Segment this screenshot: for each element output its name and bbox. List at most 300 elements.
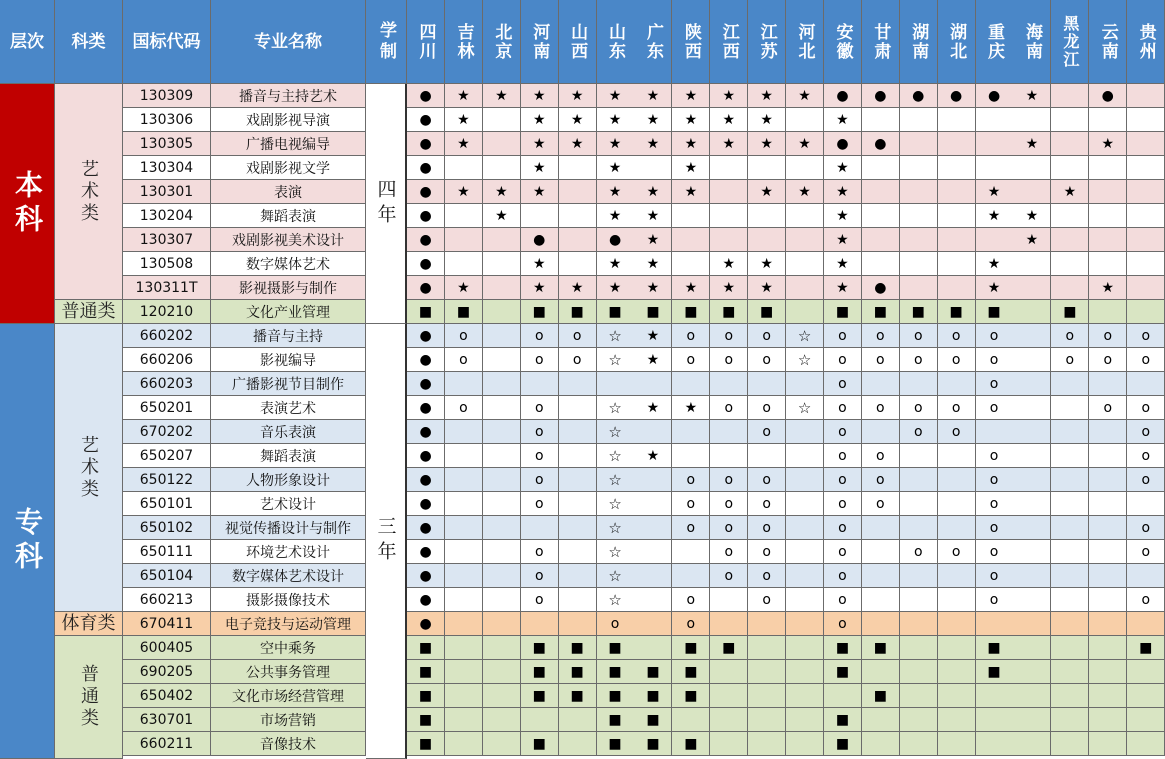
table-row-mark: ★ xyxy=(597,108,635,132)
table-row-mark: ★ xyxy=(521,132,559,156)
table-row-mark xyxy=(559,732,597,756)
table-row-mark xyxy=(1089,420,1127,444)
table-row-mark xyxy=(862,156,900,180)
table-row-mark xyxy=(1089,204,1127,228)
table-row-mark xyxy=(1127,132,1165,156)
table-row-mark xyxy=(1051,396,1089,420)
table-row-mark: ■ xyxy=(521,732,559,756)
table-row-mark xyxy=(900,108,938,132)
table-row-mark xyxy=(1051,276,1089,300)
table-row-mark: o xyxy=(938,420,976,444)
table-row-mark: ☆ xyxy=(786,396,824,420)
table-row-mark: ★ xyxy=(483,204,521,228)
table-row-major: 公共事务管理 xyxy=(211,660,366,684)
table-row-mark: ● xyxy=(407,420,445,444)
table-row-mark: ★ xyxy=(824,156,862,180)
table-row-code: 660202 xyxy=(123,324,211,348)
table-row-mark xyxy=(938,588,976,612)
table-row-mark: ☆ xyxy=(597,444,635,468)
table-row-mark xyxy=(938,180,976,204)
table-row-mark xyxy=(1089,588,1127,612)
table-row-mark xyxy=(559,708,597,732)
table-row-mark xyxy=(1013,492,1051,516)
table-row-mark xyxy=(900,684,938,708)
table-row-mark: o xyxy=(521,324,559,348)
header-province: 北京 xyxy=(483,0,521,84)
table-row-mark xyxy=(710,708,748,732)
table-row-mark xyxy=(976,228,1014,252)
table-row-mark xyxy=(445,540,483,564)
table-row-mark xyxy=(786,276,824,300)
table-row-mark xyxy=(1013,372,1051,396)
table-row-mark: ★ xyxy=(521,108,559,132)
table-row-mark: ■ xyxy=(521,636,559,660)
table-row-mark xyxy=(710,684,748,708)
table-row-mark: ● xyxy=(407,564,445,588)
table-row-mark xyxy=(748,684,786,708)
table-row-mark: ★ xyxy=(634,132,672,156)
table-row-mark: ★ xyxy=(1051,180,1089,204)
table-row-mark: ★ xyxy=(824,204,862,228)
table-row-mark xyxy=(976,732,1014,756)
table-row-mark xyxy=(900,660,938,684)
table-row-mark xyxy=(900,372,938,396)
table-row-mark xyxy=(976,612,1014,636)
table-row-mark: o xyxy=(824,348,862,372)
table-row-mark: ☆ xyxy=(597,420,635,444)
table-row-mark: ☆ xyxy=(597,324,635,348)
table-row-mark xyxy=(1127,660,1165,684)
table-row-mark: ■ xyxy=(407,684,445,708)
table-row-mark xyxy=(900,516,938,540)
header-level: 层次 xyxy=(0,0,55,84)
table-row-code: 130301 xyxy=(123,180,211,204)
table-row-mark xyxy=(559,180,597,204)
table-row-mark xyxy=(1127,684,1165,708)
table-row-mark: ★ xyxy=(976,204,1014,228)
table-row-mark xyxy=(672,444,710,468)
table-row-mark xyxy=(748,372,786,396)
table-row-mark: ★ xyxy=(672,180,710,204)
table-row-mark: o xyxy=(1127,588,1165,612)
table-row-major: 播音与主持艺术 xyxy=(211,84,366,108)
table-row-mark: ☆ xyxy=(597,468,635,492)
table-row-major: 人物形象设计 xyxy=(211,468,366,492)
table-row-mark xyxy=(1127,564,1165,588)
table-row-mark: ★ xyxy=(672,276,710,300)
table-row-mark xyxy=(862,372,900,396)
table-row-mark: o xyxy=(1127,324,1165,348)
table-row-mark xyxy=(445,660,483,684)
table-row-mark xyxy=(1013,588,1051,612)
table-row-mark xyxy=(1051,636,1089,660)
table-row-mark xyxy=(483,588,521,612)
table-row-mark xyxy=(483,420,521,444)
table-row-mark xyxy=(483,300,521,324)
table-row-major: 市场营销 xyxy=(211,708,366,732)
table-row-mark: ★ xyxy=(710,276,748,300)
table-row-mark: o xyxy=(672,588,710,612)
table-row-mark xyxy=(1089,156,1127,180)
table-row-mark xyxy=(559,588,597,612)
table-row-mark: ☆ xyxy=(786,348,824,372)
table-row-mark: ★ xyxy=(597,252,635,276)
table-row-mark xyxy=(1051,540,1089,564)
table-row-mark: o xyxy=(597,612,635,636)
table-row-mark: ★ xyxy=(786,180,824,204)
table-row-mark xyxy=(483,228,521,252)
table-row-code: 660213 xyxy=(123,588,211,612)
table-row-mark xyxy=(748,732,786,756)
table-row-mark: ■ xyxy=(559,300,597,324)
table-row-mark: ● xyxy=(407,468,445,492)
table-row-mark: o xyxy=(445,396,483,420)
table-row-mark xyxy=(938,636,976,660)
table-row-mark: ■ xyxy=(824,636,862,660)
table-row-mark xyxy=(1127,252,1165,276)
table-row-mark: ● xyxy=(938,84,976,108)
table-row-mark xyxy=(786,660,824,684)
table-row-mark xyxy=(1051,564,1089,588)
table-row-mark: ★ xyxy=(1013,84,1051,108)
table-row-mark xyxy=(1013,516,1051,540)
table-row-mark xyxy=(900,492,938,516)
table-row-mark: ● xyxy=(407,348,445,372)
header-province: 河北 xyxy=(786,0,824,84)
table-row-mark: o xyxy=(862,468,900,492)
table-row-mark xyxy=(1013,396,1051,420)
table-row-mark: o xyxy=(445,324,483,348)
table-row-mark xyxy=(1051,252,1089,276)
table-row-mark xyxy=(976,132,1014,156)
table-row-mark: o xyxy=(900,348,938,372)
table-row-mark: o xyxy=(1127,420,1165,444)
table-row-mark xyxy=(786,636,824,660)
table-row-mark xyxy=(748,708,786,732)
table-row-mark xyxy=(862,204,900,228)
table-row-mark xyxy=(445,732,483,756)
table-row-mark xyxy=(1127,612,1165,636)
table-row-mark xyxy=(938,372,976,396)
table-row-mark xyxy=(634,468,672,492)
table-row-mark xyxy=(1051,84,1089,108)
table-row-mark: ★ xyxy=(748,84,786,108)
duration-four-years: 四年 xyxy=(366,84,407,324)
table-row-mark: ★ xyxy=(786,84,824,108)
category-ug-general: 普通类 xyxy=(55,300,123,324)
table-row-mark: ☆ xyxy=(597,540,635,564)
table-row-major: 戏剧影视文学 xyxy=(211,156,366,180)
table-row-mark: o xyxy=(1127,516,1165,540)
category-jc-art: 艺术类 xyxy=(55,324,123,612)
table-row-major: 数字媒体艺术 xyxy=(211,252,366,276)
table-row-mark: o xyxy=(748,540,786,564)
header-duration: 学制 xyxy=(366,0,407,84)
table-row-mark xyxy=(1089,516,1127,540)
table-row-mark xyxy=(1127,84,1165,108)
table-row-mark: o xyxy=(521,444,559,468)
table-row-mark: o xyxy=(862,492,900,516)
table-row-major: 电子竞技与运动管理 xyxy=(211,612,366,636)
table-row-code: 660203 xyxy=(123,372,211,396)
table-row-mark: ● xyxy=(976,84,1014,108)
table-row-mark xyxy=(672,540,710,564)
table-row-mark xyxy=(900,180,938,204)
table-row-mark xyxy=(786,108,824,132)
table-row-mark: ● xyxy=(407,588,445,612)
table-row-mark: o xyxy=(710,540,748,564)
table-row-mark: ● xyxy=(407,228,445,252)
table-row-mark: ★ xyxy=(445,180,483,204)
header-code: 国标代码 xyxy=(123,0,211,84)
table-row-mark xyxy=(445,204,483,228)
table-row-mark xyxy=(672,708,710,732)
table-row-mark xyxy=(1051,660,1089,684)
table-row-mark: o xyxy=(710,396,748,420)
table-row-mark xyxy=(786,540,824,564)
table-row-mark xyxy=(1013,708,1051,732)
table-row-code: 130311T xyxy=(123,276,211,300)
table-row-mark: ★ xyxy=(634,444,672,468)
table-row-mark xyxy=(900,204,938,228)
table-row-mark xyxy=(1051,132,1089,156)
table-row-mark xyxy=(976,708,1014,732)
table-row-mark: ● xyxy=(407,132,445,156)
table-row-code: 650402 xyxy=(123,684,211,708)
table-row-mark: o xyxy=(824,540,862,564)
table-row-mark: o xyxy=(748,588,786,612)
table-row-mark xyxy=(445,516,483,540)
table-row-mark: o xyxy=(672,516,710,540)
table-row-mark: ★ xyxy=(1013,228,1051,252)
table-row-mark xyxy=(483,708,521,732)
table-row-code: 650102 xyxy=(123,516,211,540)
table-row-mark: o xyxy=(824,324,862,348)
header-province: 四川 xyxy=(407,0,445,84)
table-row-mark: ★ xyxy=(672,132,710,156)
table-row-mark xyxy=(634,564,672,588)
header-province: 海南 xyxy=(1013,0,1051,84)
table-row-mark: o xyxy=(824,612,862,636)
table-row-mark: ■ xyxy=(862,636,900,660)
table-row-major: 舞蹈表演 xyxy=(211,444,366,468)
table-row-mark xyxy=(862,732,900,756)
table-row-mark: o xyxy=(748,348,786,372)
table-row-mark xyxy=(710,228,748,252)
header-province: 江苏 xyxy=(748,0,786,84)
table-row-mark: ★ xyxy=(634,84,672,108)
table-row-mark xyxy=(786,492,824,516)
table-row-mark: ■ xyxy=(672,732,710,756)
table-row-mark xyxy=(938,612,976,636)
table-row-mark: ★ xyxy=(559,132,597,156)
table-row-mark xyxy=(1089,732,1127,756)
table-row-mark xyxy=(483,612,521,636)
table-row-mark xyxy=(1051,516,1089,540)
table-row-mark: o xyxy=(824,444,862,468)
table-row-mark: ■ xyxy=(862,300,900,324)
table-row-mark: ■ xyxy=(672,684,710,708)
table-row-mark xyxy=(634,588,672,612)
table-row-mark: ★ xyxy=(483,180,521,204)
header-province: 云南 xyxy=(1089,0,1127,84)
table-row-mark: ■ xyxy=(672,300,710,324)
table-row-code: 650207 xyxy=(123,444,211,468)
table-row-mark: o xyxy=(748,516,786,540)
table-row-mark: ■ xyxy=(824,660,862,684)
table-row-mark: ★ xyxy=(1013,132,1051,156)
table-row-code: 130306 xyxy=(123,108,211,132)
header-province: 广东 xyxy=(634,0,672,84)
table-row-code: 650104 xyxy=(123,564,211,588)
table-row-mark: ■ xyxy=(634,300,672,324)
table-row-mark xyxy=(786,444,824,468)
table-row-mark: o xyxy=(976,348,1014,372)
table-row-mark xyxy=(748,156,786,180)
table-row-mark: ■ xyxy=(900,300,938,324)
table-row-mark xyxy=(786,468,824,492)
table-row-mark xyxy=(445,636,483,660)
table-row-mark xyxy=(900,588,938,612)
table-row-mark: ★ xyxy=(597,276,635,300)
table-row-mark: ★ xyxy=(634,252,672,276)
table-row-mark xyxy=(445,252,483,276)
table-row-mark: o xyxy=(521,540,559,564)
table-row-mark: ★ xyxy=(748,252,786,276)
table-row-code: 670411 xyxy=(123,612,211,636)
table-row-mark: ● xyxy=(521,228,559,252)
table-row-mark: ■ xyxy=(407,660,445,684)
table-row-mark xyxy=(938,468,976,492)
table-row-mark xyxy=(1051,108,1089,132)
table-row-mark: ■ xyxy=(634,732,672,756)
table-row-major: 艺术设计 xyxy=(211,492,366,516)
table-row-mark xyxy=(1013,732,1051,756)
table-row-mark: o xyxy=(748,468,786,492)
table-row-mark xyxy=(938,132,976,156)
table-row-mark xyxy=(1013,252,1051,276)
table-row-mark xyxy=(862,540,900,564)
header-province: 陕西 xyxy=(672,0,710,84)
table-row-mark: ★ xyxy=(824,180,862,204)
category-ug-art: 艺术类 xyxy=(55,84,123,300)
table-row-code: 660211 xyxy=(123,732,211,756)
table-row-mark xyxy=(445,564,483,588)
table-row-mark: o xyxy=(976,588,1014,612)
table-row-major: 文化产业管理 xyxy=(211,300,366,324)
table-row-mark xyxy=(748,660,786,684)
table-row-mark: ★ xyxy=(710,84,748,108)
header-province: 湖南 xyxy=(900,0,938,84)
table-row-mark xyxy=(1013,420,1051,444)
table-row-mark xyxy=(1051,732,1089,756)
table-row-mark: ● xyxy=(407,108,445,132)
level-junior-college: 专科 xyxy=(0,324,55,759)
table-row-mark: ■ xyxy=(407,636,445,660)
table-row-mark xyxy=(521,708,559,732)
table-row-major: 影视编导 xyxy=(211,348,366,372)
table-row-mark xyxy=(672,420,710,444)
table-row-mark: ● xyxy=(407,540,445,564)
table-row-mark: ■ xyxy=(1127,636,1165,660)
table-row-mark xyxy=(483,444,521,468)
table-row-mark: ★ xyxy=(445,108,483,132)
table-row-mark xyxy=(445,588,483,612)
table-row-mark: ■ xyxy=(710,636,748,660)
table-row-mark xyxy=(938,252,976,276)
table-row-mark xyxy=(862,588,900,612)
table-row-mark: ■ xyxy=(559,660,597,684)
header-province: 重庆 xyxy=(976,0,1014,84)
table-row-mark xyxy=(786,708,824,732)
table-row-mark: o xyxy=(976,396,1014,420)
table-row-mark: ★ xyxy=(672,396,710,420)
table-row-mark xyxy=(748,444,786,468)
table-row-mark: ● xyxy=(407,492,445,516)
table-row-mark xyxy=(1013,612,1051,636)
table-row-mark: ★ xyxy=(445,276,483,300)
table-row-mark: ● xyxy=(824,84,862,108)
table-row-mark: o xyxy=(976,444,1014,468)
table-row-code: 130309 xyxy=(123,84,211,108)
table-row-mark: ★ xyxy=(521,276,559,300)
table-row-mark: o xyxy=(862,324,900,348)
table-row-mark xyxy=(521,372,559,396)
table-row-mark xyxy=(786,252,824,276)
table-row-mark: ■ xyxy=(597,684,635,708)
table-row-mark: o xyxy=(1127,468,1165,492)
table-row-mark xyxy=(483,276,521,300)
table-row-mark: o xyxy=(976,516,1014,540)
table-row-mark xyxy=(938,492,976,516)
table-row-mark xyxy=(1051,420,1089,444)
table-row-mark xyxy=(710,180,748,204)
table-row-mark xyxy=(483,732,521,756)
table-row-mark xyxy=(559,396,597,420)
header-province: 河南 xyxy=(521,0,559,84)
table-row-mark xyxy=(483,324,521,348)
table-row-mark: ● xyxy=(862,276,900,300)
table-row-mark: ■ xyxy=(521,684,559,708)
table-row-mark xyxy=(672,372,710,396)
table-row-mark: ★ xyxy=(634,228,672,252)
table-row-mark xyxy=(748,636,786,660)
table-row-mark: ☆ xyxy=(597,492,635,516)
table-row-mark xyxy=(1013,324,1051,348)
table-row-major: 影视摄影与制作 xyxy=(211,276,366,300)
table-row-mark: ★ xyxy=(824,108,862,132)
table-row-mark xyxy=(748,612,786,636)
table-row-mark: ● xyxy=(407,180,445,204)
table-row-mark xyxy=(1013,468,1051,492)
table-row-mark xyxy=(976,420,1014,444)
table-row-mark xyxy=(976,108,1014,132)
table-row-code: 130307 xyxy=(123,228,211,252)
table-row-mark xyxy=(559,372,597,396)
table-row-mark xyxy=(483,516,521,540)
table-row-mark: ★ xyxy=(634,324,672,348)
table-row-mark xyxy=(672,204,710,228)
table-row-mark xyxy=(862,708,900,732)
table-row-mark: ★ xyxy=(445,84,483,108)
table-row-mark xyxy=(1127,492,1165,516)
table-row-mark: o xyxy=(976,372,1014,396)
table-row-mark: ● xyxy=(407,612,445,636)
table-row-mark: ★ xyxy=(521,84,559,108)
table-row-code: 130508 xyxy=(123,252,211,276)
table-row-mark: ★ xyxy=(976,180,1014,204)
header-province: 安徽 xyxy=(824,0,862,84)
